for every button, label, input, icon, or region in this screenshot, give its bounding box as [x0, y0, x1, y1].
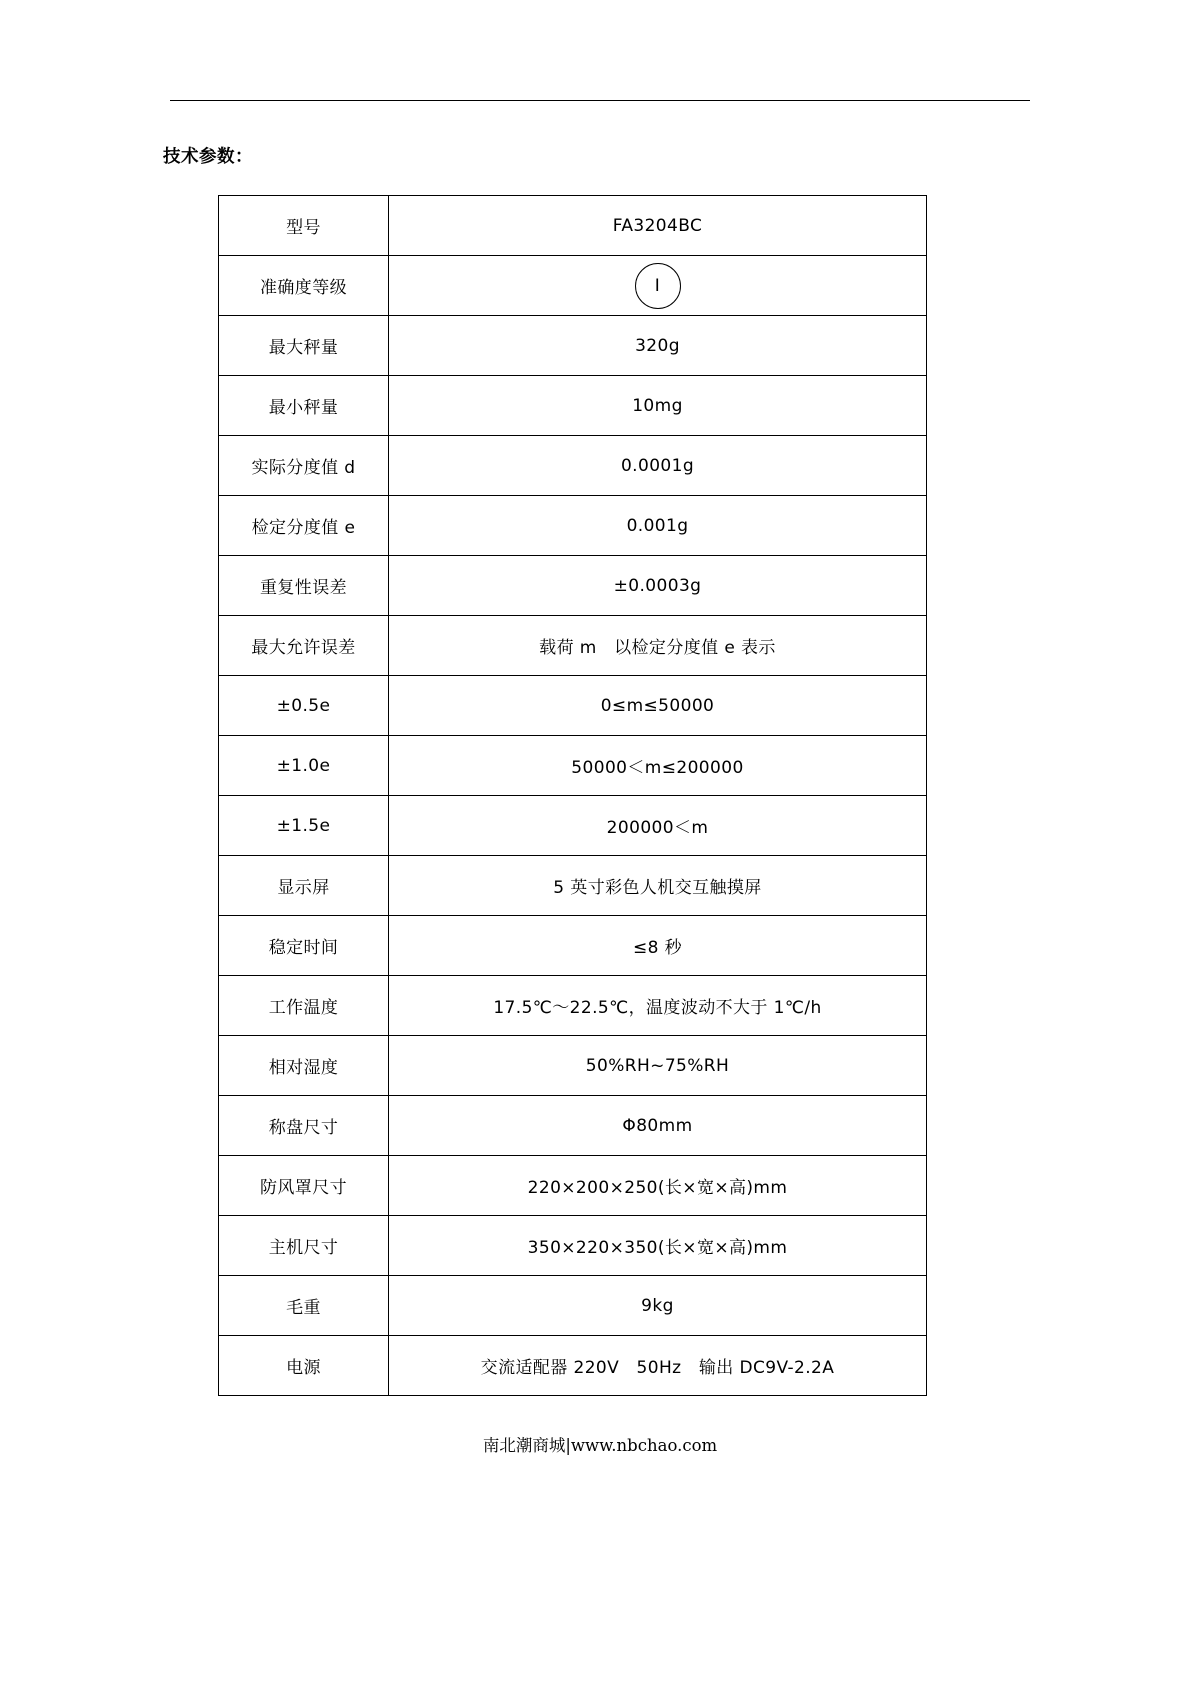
table-cell-label: 最大允许误差 [219, 616, 389, 676]
table-cell-value: 0≤m≤50000 [389, 676, 927, 736]
table-row [219, 796, 927, 856]
table-cell-value: 9kg [389, 1276, 927, 1336]
table-cell-value: 交流适配器 220V 50Hz 输出 DC9V-2.2A [389, 1336, 927, 1396]
table-row [219, 376, 927, 436]
table-row [219, 556, 927, 616]
specification-table [218, 195, 927, 1396]
table-cell-label: 称盘尺寸 [219, 1096, 389, 1156]
table-row [219, 1036, 927, 1096]
table-row [219, 616, 927, 676]
table-row [219, 256, 927, 316]
table-row [219, 1216, 927, 1276]
table-row [219, 976, 927, 1036]
table-row [219, 1156, 927, 1216]
table-row [219, 856, 927, 916]
table-body [219, 196, 927, 1396]
table-cell-label: 显示屏 [219, 856, 389, 916]
table-row [219, 436, 927, 496]
table-cell-label: ±0.5e [219, 676, 389, 736]
table-cell-value: 320g [389, 316, 927, 376]
table-row [219, 916, 927, 976]
table-cell-value: 50000＜m≤200000 [389, 736, 927, 796]
table-cell-label: 检定分度值 e [219, 496, 389, 556]
table-cell-label: 稳定时间 [219, 916, 389, 976]
table-cell-label: ±1.0e [219, 736, 389, 796]
table-cell-value: FA3204BC [389, 196, 927, 256]
accuracy-class-badge: Ⅰ [635, 263, 681, 309]
table-cell-label: 工作温度 [219, 976, 389, 1036]
footer-text: 南北潮商城|www.nbchao.com [482, 1436, 718, 1455]
table-cell-label: 型号 [219, 196, 389, 256]
table-row [219, 736, 927, 796]
table-cell-label: 准确度等级 [219, 256, 389, 316]
table-cell-label: 防风罩尺寸 [219, 1156, 389, 1216]
table-cell-label: 电源 [219, 1336, 389, 1396]
table-row [219, 1096, 927, 1156]
table-row [219, 1336, 927, 1396]
table-row [219, 196, 927, 256]
table-cell-value: 0.0001g [389, 436, 927, 496]
table-cell-value: ≤8 秒 [389, 916, 927, 976]
table-cell-label: 主机尺寸 [219, 1216, 389, 1276]
table-cell-value: 10mg [389, 376, 927, 436]
table-cell-value: ±0.0003g [389, 556, 927, 616]
table-cell-value: 17.5℃～22.5℃，温度波动不大于 1℃/h [389, 976, 927, 1036]
table-cell-value: 50%RH~75%RH [389, 1036, 927, 1096]
table-row [219, 496, 927, 556]
table-row [219, 1276, 927, 1336]
table-cell-label: ±1.5e [219, 796, 389, 856]
table-row [219, 676, 927, 736]
table-cell-value: Φ80mm [389, 1096, 927, 1156]
table-cell-value: 220×200×250(长×宽×高)mm [389, 1156, 927, 1216]
table-cell-label: 最小秤量 [219, 376, 389, 436]
table-cell-label: 实际分度值 d [219, 436, 389, 496]
table-cell-label: 重复性误差 [219, 556, 389, 616]
table-cell-label: 最大秤量 [219, 316, 389, 376]
table-cell-value: 350×220×350(长×宽×高)mm [389, 1216, 927, 1276]
table-cell-value: 载荷 m 以检定分度值 e 表示 [389, 616, 927, 676]
table-cell-value [389, 256, 927, 316]
page-title: 技术参数： [163, 147, 253, 167]
table-cell-value: 0.001g [389, 496, 927, 556]
table-row [219, 316, 927, 376]
table-cell-label: 相对湿度 [219, 1036, 389, 1096]
table-cell-value: 200000＜m [389, 796, 927, 856]
table-cell-value: 5 英寸彩色人机交互触摸屏 [389, 856, 927, 916]
table-cell-label: 毛重 [219, 1276, 389, 1336]
header-divider [170, 100, 1030, 101]
